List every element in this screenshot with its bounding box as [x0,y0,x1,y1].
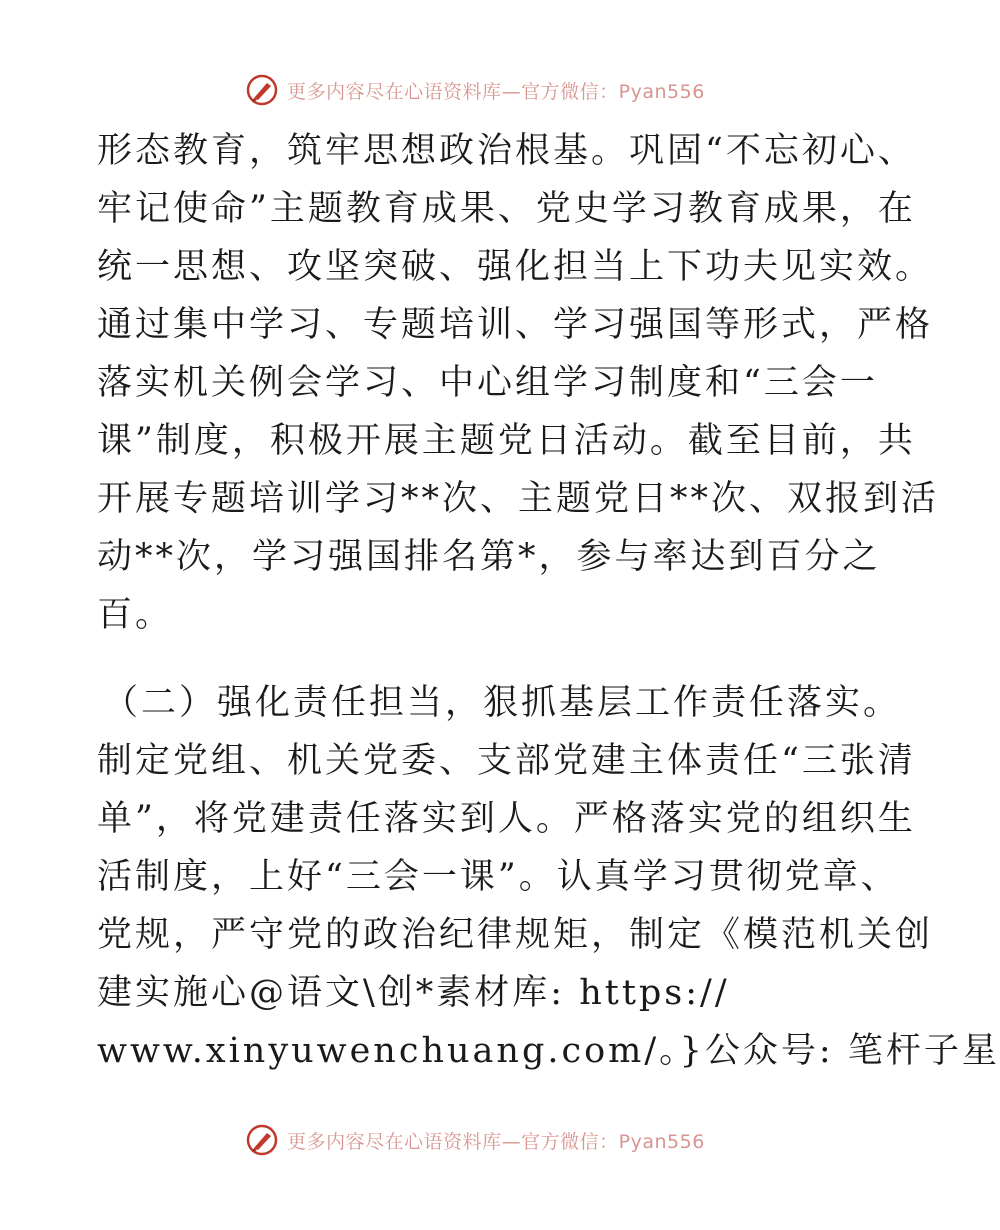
pen-logo-icon [245,73,279,107]
text-line: 百。 [97,595,174,635]
header-watermark [0,70,950,110]
document-body [97,122,1000,1080]
text-line: 通过集中学习、专题培训、学习强国等形式，严格 [97,305,934,345]
text-line: www.xinyuwenchuang.com/。}公众号: 笔杆子星 [97,1031,1000,1071]
text-line: 建实施心@语文\创*素材库: https:// [97,973,730,1013]
watermark-text: 更多内容尽在心语资料库—官方微信：Pyan556 [287,1130,705,1153]
text-line: 单”，将党建责任落实到人。严格落实党的组织生 [97,799,916,839]
watermark-text: 更多内容尽在心语资料库—官方微信：Pyan556 [287,80,705,103]
pen-logo-icon [245,1123,279,1157]
text-line: 动**次，学习强国排名第*，参与率达到百分之 [97,537,881,577]
section-heading: （二）强化责任担当，狠抓基层工作责任落实。 [103,683,902,723]
text-line: 形态教育，筑牢思想政治根基。巩固“不忘初心、 [97,131,916,171]
text-line: 活制度，上好“三会一课”。认真学习贯彻党章、 [97,857,899,897]
text-line: 统一思想、攻坚突破、强化担当上下功夫见实效。 [97,247,934,287]
text-line: 落实机关例会学习、中心组学习制度和“三会一 [97,363,878,403]
paragraph-1 [97,122,940,644]
text-line: 课”制度，积极开展主题党日活动。截至目前，共 [97,421,916,461]
text-line: 党规，严守党的政治纪律规矩，制定《模范机关创 [97,915,934,955]
text-line: 开展专题培训学习**次、主题党日**次、双报到活 [97,479,940,519]
text-line: 制定党组、机关党委、支部党建主体责任“三张清 [97,741,916,781]
paragraph-2 [97,674,1000,1080]
footer-watermark [0,1120,950,1160]
text-line: 牢记使命”主题教育成果、党史学习教育成果，在 [97,189,916,229]
paragraph-spacer [97,644,867,674]
